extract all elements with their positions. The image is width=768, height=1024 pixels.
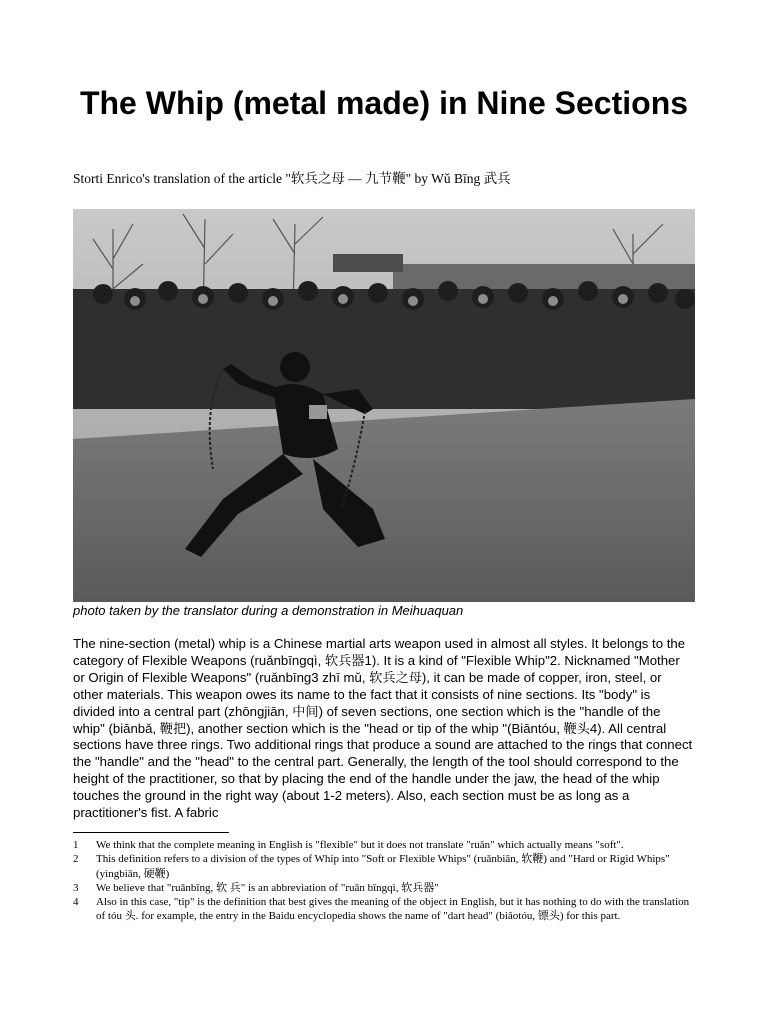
footnote bbox=[73, 895, 695, 924]
demonstration-photo bbox=[73, 209, 695, 602]
footnote-text: We think that the complete meaning in English is "flexible" but it does not translate "ruǎn" which actually means "soft". bbox=[96, 839, 624, 851]
footnote-number: 1 bbox=[73, 839, 79, 851]
footnote-text: This definition refers to a division of the types of Whip into "Soft or Flexible Whips" (ruǎnbiān, 软鞭) and "Hard or Rigid Whips" (yìngbiān, 硬鞭) bbox=[96, 853, 670, 880]
footnote-number: 4 bbox=[73, 896, 79, 909]
photo-caption: photo taken by the translator during a demonstration in Meihuaquan bbox=[73, 603, 464, 618]
footnote-number: 2 bbox=[73, 853, 79, 866]
footnote-text: We believe that "ruǎnbīng, 软 兵" is an abbreviation of "ruǎn bīngqì, 软兵器" bbox=[96, 881, 439, 894]
footnote-separator bbox=[73, 832, 229, 833]
footnote bbox=[73, 838, 695, 852]
document-subtitle: Storti Enrico's translation of the article "软兵之母 — 九节鞭" by Wǔ Bīng 武兵 bbox=[73, 171, 511, 186]
footnotes-list bbox=[73, 838, 695, 924]
document-title: The Whip (metal made) in Nine Sections bbox=[79, 85, 689, 121]
body-text bbox=[73, 636, 695, 822]
footnote-text: Also in this case, "tip" is the definition that best gives the meaning of the object in English, but it has nothing to do with the translation of tóu 头. for example, the entry in the Baidu encyclopedia shows the name of "dart head" (biāotóu, 镖头) for this part. bbox=[96, 896, 690, 923]
footnote bbox=[73, 852, 695, 881]
footnote-number: 3 bbox=[73, 881, 79, 894]
body-paragraph: The nine-section (metal) whip is a Chinese martial arts weapon used in almost all styles. It belongs to the category of Flexible Weapons (ruǎnbīngqì, 软兵器1). It is a kind of "Flexible Whip"2. Nicknamed "Mother or Origin of Flexible Weapons" (ruǎnbīng3 zhī mǔ, 软兵之母), it can be made of copper, iron, steel, or other materials. This weapon owes its name to the fact that it consists of nine sections. Its "body" is divided into a central part (zhōngjiān, 中间) of seven sections, one section which is the "handle of the whip" (biānbǎ, 鞭把), another section which is the "head or tip of the whip "(Biāntóu, 鞭头4). All central sections have three rings. Two additional rings that produce a sound are attached to the rings that connect the "handle" and the "head" to the central part. Generally, the length of the tool should correspond to the height of the practitioner, so that by placing the end of the handle under the jaw, the head of the whip touches the ground in the right way (about 1-2 meters). Also, each section must be as long as a practitioner's fist. A fabric bbox=[73, 636, 693, 821]
footnote bbox=[73, 881, 695, 895]
